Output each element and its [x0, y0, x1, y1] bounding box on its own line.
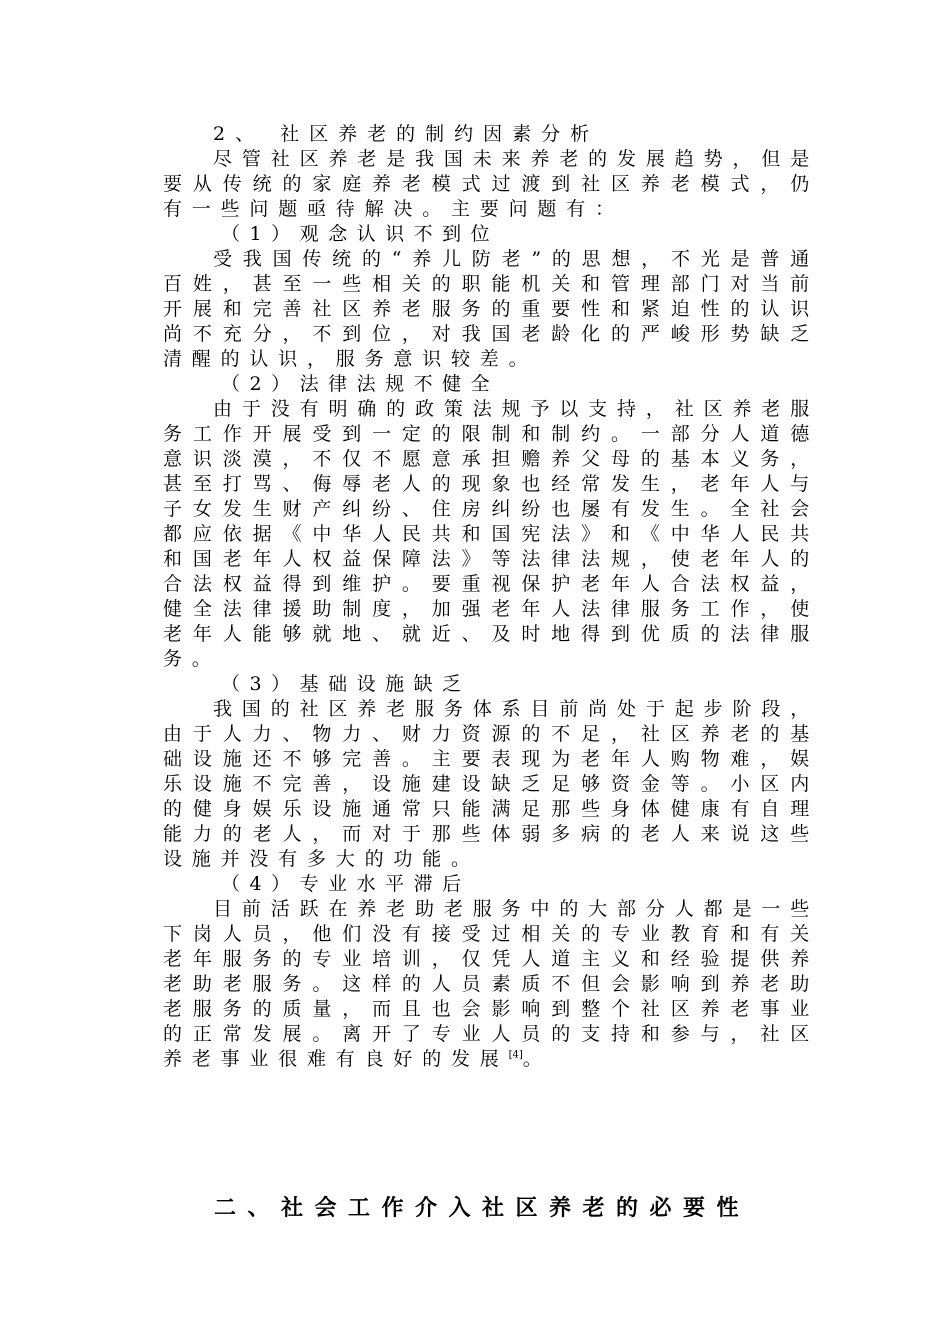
factor-1-body: 受我国传统的“养儿防老”的思想，不光是普通百姓，甚至一些相关的职能机关和管理部门对当前开展和完善社区养老服务的重要性和紧迫性的认识尚不充分，不到位，对我国老龄化的严峻形势缺乏清醒的认识，服务意识较差。 — [163, 248, 819, 370]
factor-4-body: 目前活跃在养老助老服务中的大部分人都是一些下岗人员，他们没有接受过相关的专业教育和有关老年服务的专业培训，仅凭人道主义和经验提供养老助老服务。这样的人员素质不但会影响到养老助老服务的质量，而且也会影响到整个社区养老事业的正常发展。离开了专业人员的支持和参与，社区养老事业很难有良好的发展 — [163, 898, 819, 1070]
factor-4-end: 。 — [522, 1048, 552, 1070]
section-heading: 二、社会工作介入社区养老的必要性 — [214, 1196, 751, 1221]
citation-ref: [4] — [508, 1049, 523, 1061]
factor-3-title: （3）基础设施缺乏 — [221, 673, 471, 695]
factor-2-title: （2）法律法规不健全 — [221, 373, 500, 395]
factor-4-paragraph — [163, 897, 819, 1072]
factor-3-body: 我国的社区养老服务体系目前尚处于起步阶段，由于人力、物力、财力资源的不足，社区养老的基础设施还不够完善。主要表现为老年人购物难，娱乐设施不完善，设施建设缺乏足够资金等。小区内的健身娱乐设施通常只能满足那些身体健康有自理能力的老人，而对于那些体弱多病的老人来说这些设施并没有多大的功能。 — [163, 698, 819, 870]
factor-2-body: 由于没有明确的政策法规予以支持，社区养老服务工作开展受到一定的限制和制约。一部分人道德意识淡漠，不仅不愿意承担赡养父母的基本义务，甚至打骂、侮辱老人的现象也经常发生，老年人与子女发生财产纠纷、住房纠纷也屡有发生。全社会都应依据《中华人民共和国宪法》和《中华人民共和国老年人权益保障法》等法律法规，使老年人的合法权益得到维护。要重视保护老年人合法权益，健全法律援助制度，加强老年人法律服务工作，使老年人能够就地、就近、及时地得到优质的法律服务。 — [163, 398, 819, 670]
document-body — [163, 122, 819, 1072]
subsection-heading: 2、 社区养老的制约因素分析 — [213, 123, 600, 145]
factor-1-title: （1）观念认识不到位 — [221, 223, 500, 245]
factor-4-title: （4）专业水平滞后 — [221, 873, 471, 895]
intro-paragraph: 尽管社区养老是我国未来养老的发展趋势，但是要从传统的家庭养老模式过渡到社区养老模式，仍有一些问题亟待解决。主要问题有： — [163, 148, 819, 220]
